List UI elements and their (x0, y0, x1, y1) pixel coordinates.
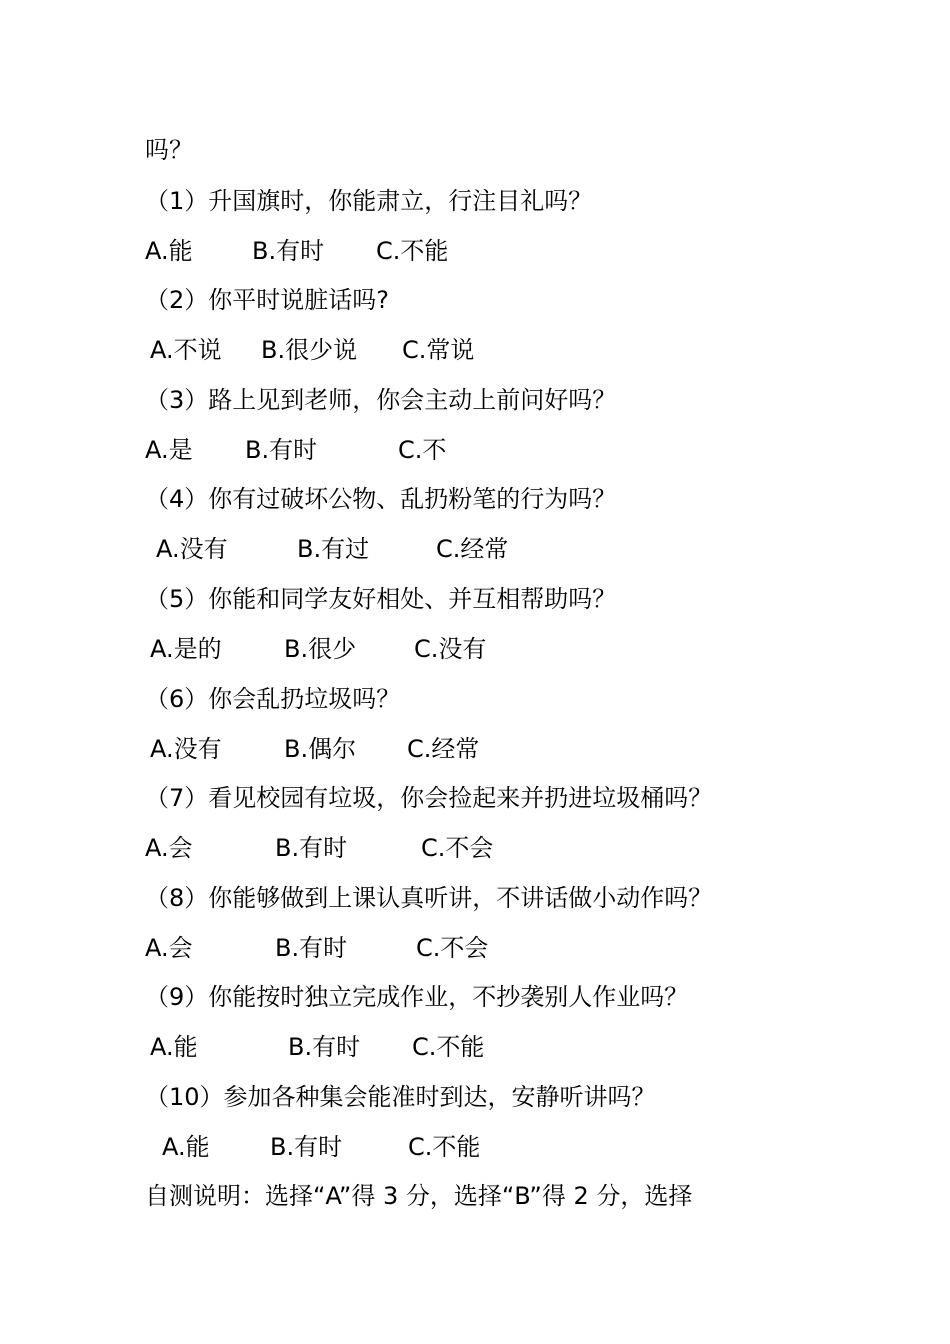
q6-option-c: C.经常 (407, 735, 480, 763)
q3-option-c: C.不 (398, 436, 447, 464)
q10-option-c: C.不能 (408, 1133, 481, 1161)
self-test-note: 自测说明：选择“A”得 3 分，选择“B”得 2 分，选择 (145, 1182, 693, 1210)
q3-option-a: A.是 (145, 436, 193, 464)
q9-option-b: B.有时 (288, 1033, 361, 1061)
q6-option-b: B.偶尔 (284, 735, 357, 763)
question-8: （8）你能够做到上课认真听讲，不讲话做小动作吗？ (145, 884, 713, 912)
q2-option-c: C.常说 (402, 336, 475, 364)
q4-option-b: B.有过 (297, 535, 370, 563)
q7-option-a: A.会 (145, 834, 193, 862)
q8-option-a: A.会 (145, 934, 193, 962)
q1-option-c: C.不能 (376, 237, 449, 265)
q5-option-a: A.是的 (150, 635, 222, 663)
q10-option-a: A.能 (162, 1133, 210, 1161)
q1-option-b: B.有时 (252, 237, 325, 265)
q5-option-b: B.很少 (284, 635, 357, 663)
q5-option-c: C.没有 (414, 635, 487, 663)
q4-option-a: A.没有 (156, 535, 228, 563)
q8-option-b: B.有时 (275, 934, 348, 962)
q9-option-a: A.能 (150, 1033, 198, 1061)
question-5: （5）你能和同学友好相处、并互相帮助吗？ (145, 585, 617, 613)
question-7: （7）看见校园有垃圾，你会捡起来并扔进垃圾桶吗？ (145, 784, 713, 812)
q4-option-c: C.经常 (436, 535, 509, 563)
q10-option-b: B.有时 (270, 1133, 343, 1161)
q1-option-a: A.能 (145, 237, 193, 265)
question-9: （9）你能按时独立完成作业，不抄袭别人作业吗？ (145, 983, 689, 1011)
q3-option-b: B.有时 (245, 436, 318, 464)
q6-option-a: A.没有 (150, 735, 222, 763)
question-6: （6）你会乱扔垃圾吗？ (145, 685, 401, 713)
q8-option-c: C.不会 (416, 934, 489, 962)
q7-option-c: C.不会 (421, 834, 494, 862)
q2-option-b: B.很少说 (261, 336, 358, 364)
q7-option-b: B.有时 (275, 834, 348, 862)
q2-option-a: A.不说 (150, 336, 222, 364)
question-10: （10）参加各种集会能准时到达，安静听讲吗？ (145, 1083, 656, 1111)
question-2: （2）你平时说脏话吗? (145, 286, 390, 314)
q9-option-c: C.不能 (412, 1033, 485, 1061)
continuation-text: 吗？ (145, 136, 193, 164)
question-4: （4）你有过破坏公物、乱扔粉笔的行为吗？ (145, 485, 617, 513)
question-1: （1）升国旗时，你能肃立，行注目礼吗？ (145, 187, 593, 215)
question-3: （3）路上见到老师，你会主动上前问好吗？ (145, 386, 617, 414)
